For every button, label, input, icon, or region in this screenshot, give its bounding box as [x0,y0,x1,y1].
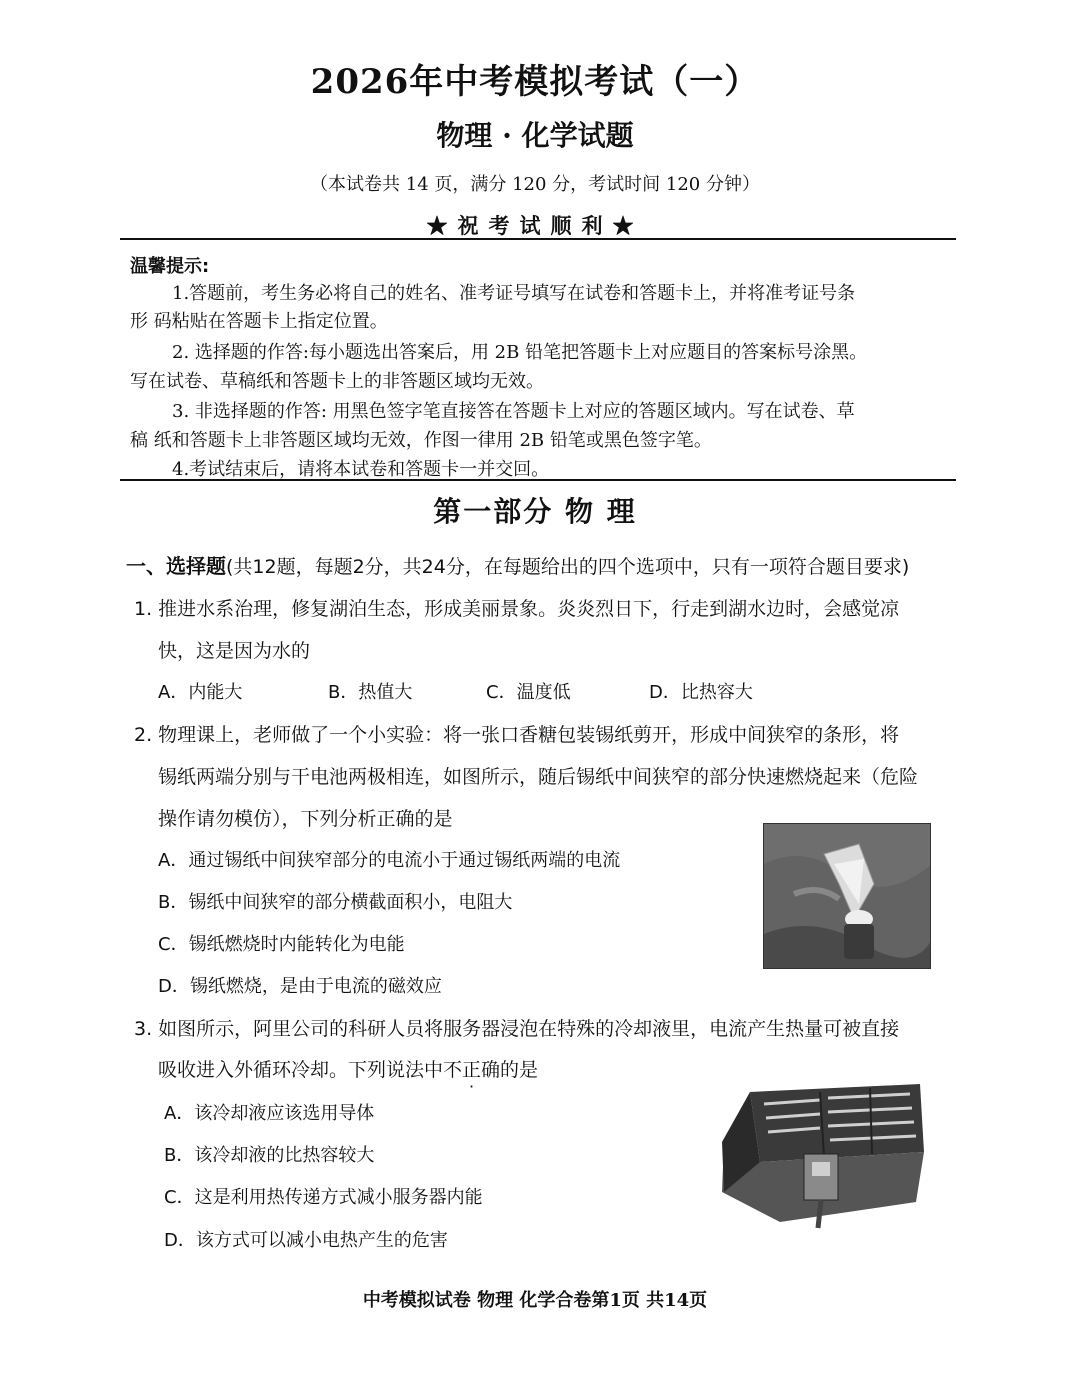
exam-title: 2026年中考模拟考试（一） [310,62,760,102]
question-1-line: 快，这是因为水的 [158,640,311,662]
question-3-emphasis: 不正确 [443,1059,501,1081]
notice-line: 4.考试结束后，请将本试卷和答题卡一并交回。 [172,459,550,480]
question-3-line [158,1055,538,1082]
page-footer: 中考模拟试卷 物理 化学合卷第1页 共14页 [362,1290,708,1311]
question-2-option-d: D．锡纸燃烧，是由于电流的磁效应 [158,976,442,997]
question-2-line: 操作请勿模仿），下列分析正确的是 [158,808,453,830]
tinfoil-experiment-illustration [764,824,931,969]
notice-line: 写在试卷、草稿纸和答题卡上的非答题区域均无效。 [130,371,544,392]
part-heading-label: 一、选择题 [126,554,226,578]
question-1-option-c: C．温度低 [486,682,571,703]
blessing-line: ★祝考试顺利★ [426,213,644,238]
question-2-option-c: C．锡纸燃烧时内能转化为电能 [158,934,405,955]
question-3-line-suffix: 的是 [500,1059,539,1081]
server-cooling-photo [720,1082,926,1230]
notice-line: 形 码粘贴在答题卡上指定位置。 [130,311,388,332]
exam-info: （本试卷共 14 页，满分 120 分，考试时间 120 分钟） [310,174,760,195]
question-1-option-b: B．热值大 [328,682,413,703]
question-2-line: 2. 物理课上，老师做了一个小实验：将一张口香糖包装锡纸剪开，形成中间狭窄的条形，将 [134,724,900,746]
notice-title: 温馨提示: [130,256,210,277]
notice-line: 1.答题前，考生务必将自己的姓名、准考证号填写在试卷和答题卡上，并将准考证号条 [172,283,856,304]
question-3-option-a: A．该冷却液应该选用导体 [164,1103,375,1124]
exam-subtitle: 物理 · 化学试题 [436,119,634,152]
question-1-option-d: D．比热容大 [649,682,753,703]
notice-line: 稿 纸和答题卡上非答题区域均无效，作图一律用 2B 铅笔或黑色签字笔。 [130,430,712,451]
question-3-line-prefix: 吸收进入外循环冷却。下列说法中 [158,1059,444,1081]
tinfoil-experiment-photo [763,823,931,969]
question-1-option-a: A．内能大 [158,682,243,703]
part-heading [126,550,909,579]
question-2-option-b: B．锡纸中间狭窄的部分横截面积小，电阻大 [158,892,513,913]
divider-bottom [120,479,956,481]
question-3-line: 3. 如图所示，阿里公司的科研人员将服务器浸泡在特殊的冷却液里，电流产生热量可被直接 [134,1018,900,1040]
notice-line: 2. 选择题的作答:每小题选出答案后，用 2B 铅笔把答题卡上对应题目的答案标号涂黑。 [172,342,868,363]
divider-top [120,238,956,240]
part-heading-desc: (共12题，每题2分，共24分，在每题给出的四个选项中，只有一项符合题目要求) [226,556,910,578]
question-3-option-d: D．该方式可以减小电热产生的危害 [164,1230,448,1251]
question-3-option-b: B．该冷却液的比热容较大 [164,1145,375,1166]
section-title: 第一部分 物 理 [433,495,637,528]
question-1-line: 1. 推进水系治理，修复湖泊生态，形成美丽景象。炎炎烈日下，行走到湖水边时，会感觉凉 [134,598,900,620]
server-cooling-illustration [720,1082,926,1230]
question-2-line: 锡纸两端分别与干电池两极相连，如图所示，随后锡纸中间狭窄的部分快速燃烧起来（危险 [158,766,919,788]
notice-line: 3. 非选择题的作答: 用黑色签字笔直接答在答题卡上对应的答题区域内。写在试卷、草 [172,401,855,422]
question-2-option-a: A．通过锡纸中间狭窄部分的电流小于通过锡纸两端的电流 [158,850,621,871]
question-3-option-c: C．这是利用热传递方式减小服务器内能 [164,1187,483,1208]
